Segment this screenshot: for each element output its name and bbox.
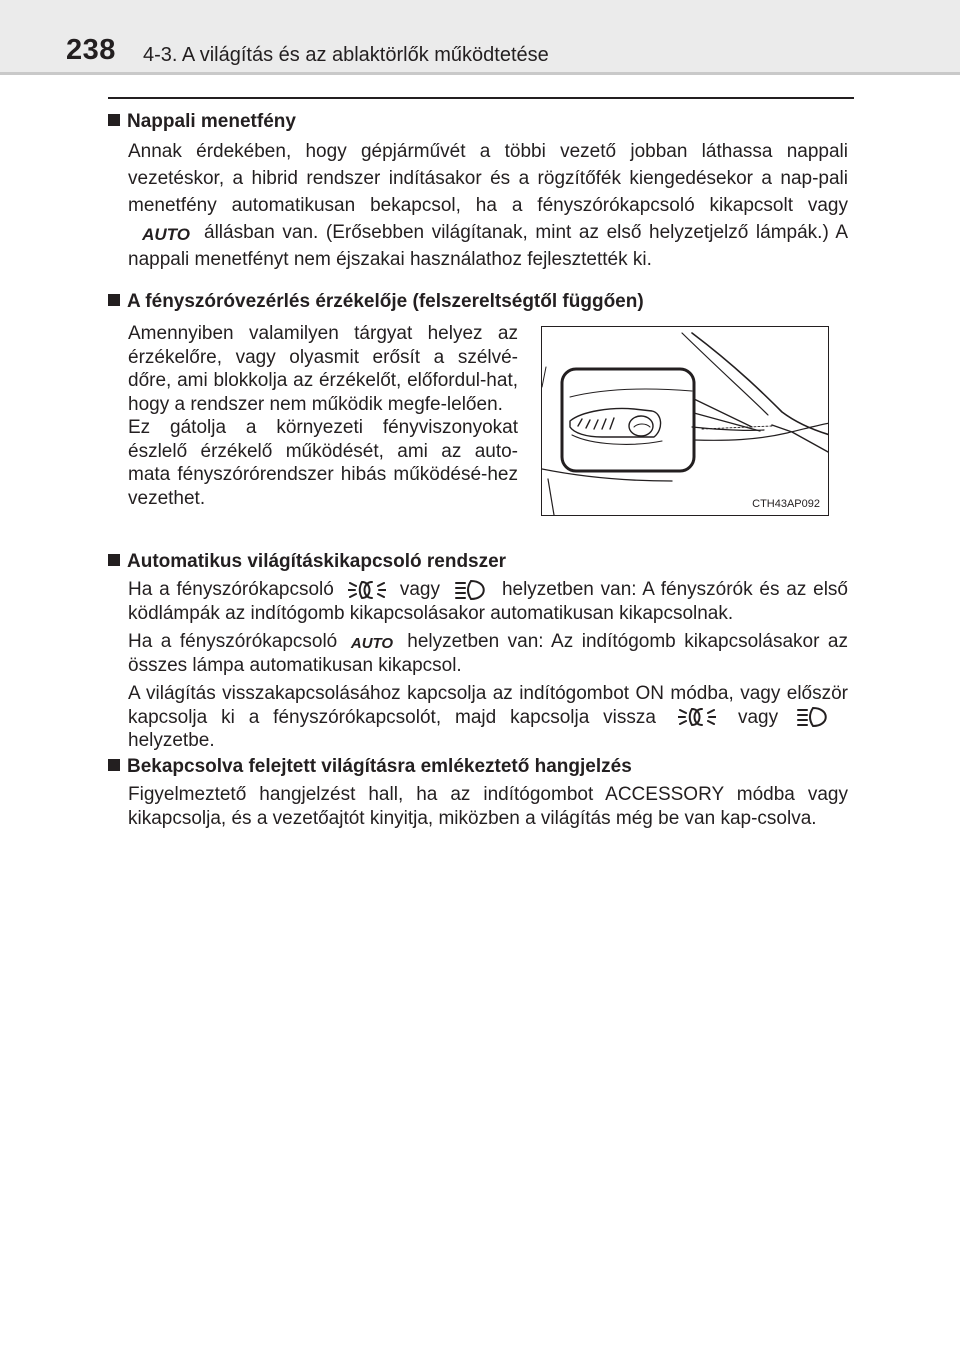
square-bullet-icon (108, 759, 120, 771)
section-title-reminder: Bekapcsolva felejtett világításra emlékeztető hangjelzés (108, 755, 632, 779)
headlight-icon (796, 706, 830, 728)
auto-off-paragraph-1: Ha a fényszórókapcsoló vagy helyzetben van: A fényszórók és az első ködlámpák az indítógomb kikapcsolásakor automatikusan kikapcsolnak. (128, 579, 848, 624)
page-number: 238 (66, 34, 116, 66)
sensor-drawing (542, 327, 829, 516)
svg-text:AUTO: AUTO (142, 224, 190, 244)
auto-headlight-icon (136, 222, 196, 244)
svg-text:AUTO: AUTO (351, 634, 394, 652)
auto-off-paragraph-2: Ha a fényszórókapcsoló AUTO helyzetben van: Az indítógomb kikapcsolásakor az összes lámpa automatikusan kikapcsol. (128, 631, 848, 676)
sensor-paragraph: Amennyiben valamilyen tárgyat helyez az érzékelőre, vagy olyasmit erősít a szélvé-dőre, ami blokkolja az érzékelőt, előfordul-hat, hogy a rendszer nem működik megfe-lelően. Ez gátolja a környezeti fényviszonyokat észlelő érzékelő működését, ami az auto-mata fényszórórendszer hibás működésé-hez vezethet. (128, 323, 518, 509)
headlight-icon (454, 579, 488, 601)
square-bullet-icon (108, 554, 120, 566)
section-title-auto-off: Automatikus világításkikapcsoló rendszer (108, 550, 506, 574)
tail-light-icon (678, 706, 716, 728)
auto-off-paragraph-3: A világítás visszakapcsolásához kapcsolja az indítógombot ON módba, vagy először kapcsolja ki a fényszórókapcsolót, majd kapcsolja vissza vagy helyzetbe. (128, 683, 848, 751)
square-bullet-icon (108, 294, 120, 306)
header-rule (0, 72, 960, 75)
section-title-sensor: A fényszóróvezérlés érzékelője (felszereltségtől függően) (108, 290, 644, 314)
section-title-daytime: Nappali menetfény (108, 110, 296, 134)
running-title: 4-3. A világítás és az ablaktörlők működtetése (143, 44, 549, 66)
square-bullet-icon (108, 114, 120, 126)
figure-code: CTH43AP092 (752, 498, 820, 510)
daytime-paragraph: Annak érdekében, hogy gépjárművét a többi vezető jobban láthassa nappali vezetéskor, a hibrid rendszer indításakor és a rögzítőfék kiengedésekor a nap-pali menetfény automatikusan bekapcsol, ha a fényszórókapcsoló kikapcsolt vagy AUTO állásban van. (Erősebben világítanak, mint az első helyzetjelző lámpák.) A nappali menetfényt nem éjszakai használathoz fejlesztették ki. (128, 141, 848, 270)
tail-light-icon (348, 579, 386, 601)
sensor-illustration (541, 326, 829, 516)
auto-headlight-icon (345, 632, 399, 652)
reminder-paragraph: Figyelmeztető hangjelzést hall, ha az indítógombot ACCESSORY módba vagy kikapcsolja, és a vezetőajtót kinyitja, miközben a világítás még be van kap-csolva. (128, 784, 848, 829)
section-top-rule (108, 97, 854, 99)
